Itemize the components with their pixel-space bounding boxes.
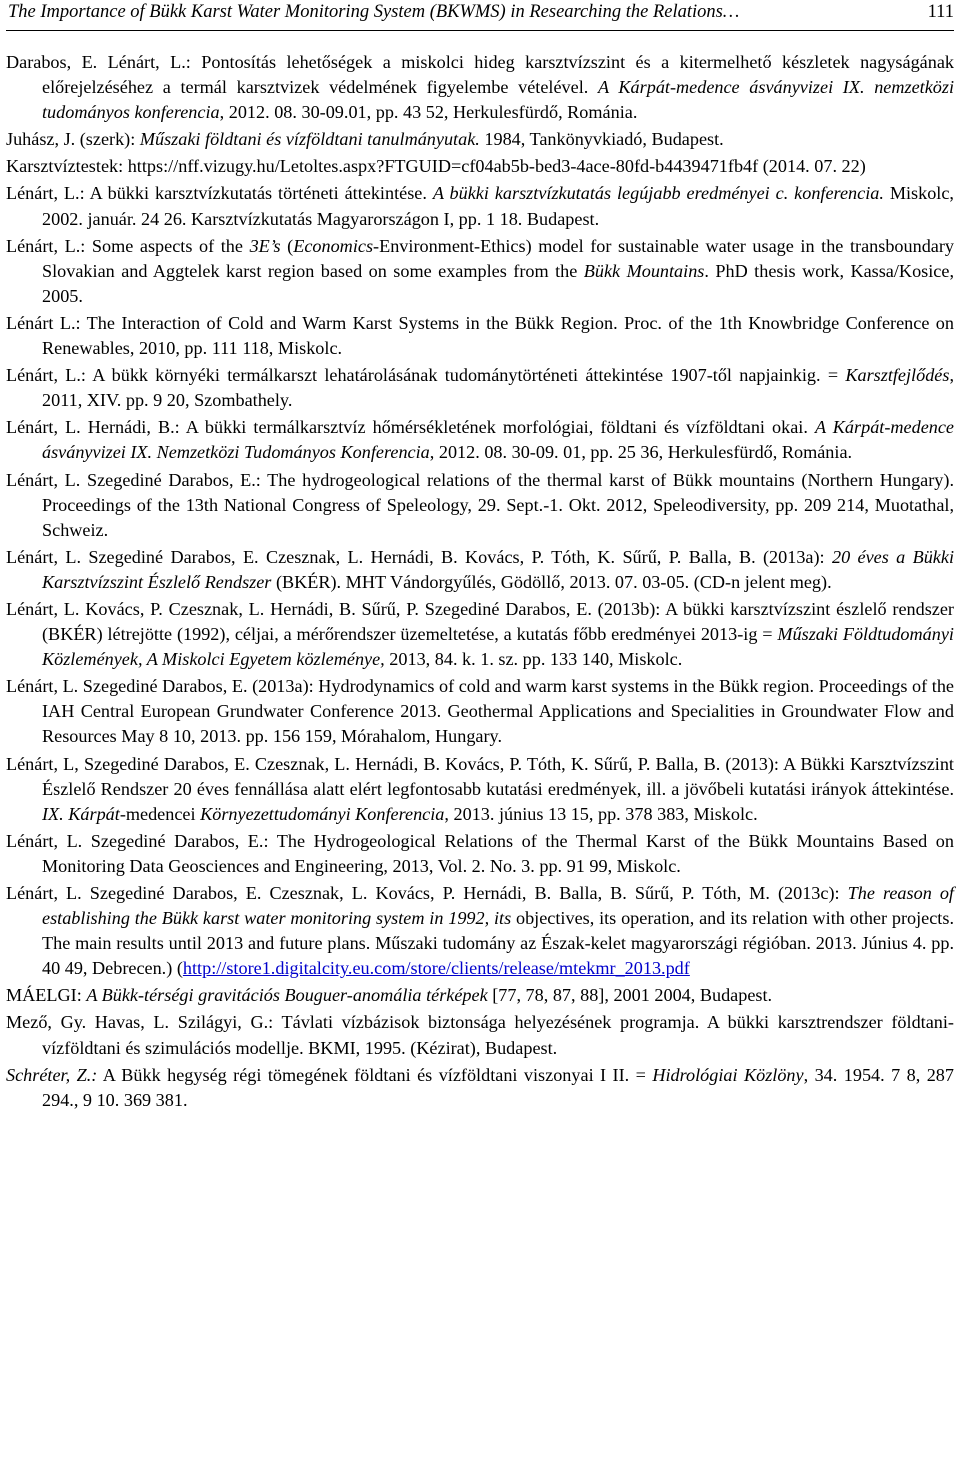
reference-italic-text: A Kárpát-medence ásványvizei IX. Nemzetközi Tudományos Konferencia xyxy=(42,417,955,463)
reference-text: , 34. 1954. 7 8, 287 294., 9 10. 369 381. xyxy=(42,1064,954,1110)
reference-text: Lénárt, L.: A bükk környéki termálkarszt lehatárolásának tudománytörténeti áttekintése 1907-től napjainkig. = xyxy=(6,365,846,386)
reference-text: , 2012. 08. 30-09. 01, pp. 25 36, Herkulesfürdő, Románia. xyxy=(429,442,853,463)
reference-italic-text: A Kárpát-medence ásványvizei IX. nemzetközi tudományos konferencia xyxy=(42,77,954,123)
reference-italic-text: Műszaki Földtudományi Közlemények, A Miskolci Egyetem közleménye, xyxy=(42,624,954,670)
reference-link[interactable]: http://store1.digitalcity.eu.com/store/clients/release/mtekmr_2013.pdf xyxy=(182,958,690,979)
reference-italic-text: 3E’s xyxy=(249,235,281,256)
reference-entry xyxy=(6,127,954,152)
reference-italic-text: A Bükk-térségi gravitációs Bouguer-anomália térképek xyxy=(86,985,488,1006)
reference-entry xyxy=(6,545,954,595)
reference-text: A Bükk hegység régi tömegének földtani és vízföldtani viszonyai I II. = xyxy=(97,1064,653,1085)
reference-entry xyxy=(6,50,954,125)
reference-text: Lénárt, L, Szegediné Darabos, E. Czesznak, L. Hernádi, B. Kovács, P. Tóth, K. Sűrű, P. Balla, B. (2013): A Bükki Karsztvízszint Észlelő Rendszer 20 éves fennállása alatt elért legfontosabb kutatási eredmények, ill. a jövőbeli kutatási irányok áttekintése. xyxy=(6,753,954,799)
reference-italic-text: IX. Kárpát xyxy=(42,803,120,824)
reference-italic-text: 20 éves a Bükki Karsztvízszint Észlelő Rendszer xyxy=(42,546,954,592)
reference-text: . PhD thesis work, Kassa/Kosice, 2005. xyxy=(42,260,954,306)
reference-text: Lénárt, L. Szegediné Darabos, E. (2013a): Hydrodynamics of cold and warm karst systems in the Bükk region. Proceedings of the IAH Central European Grundwater Conference 2013. Geothermal Applications and Specialities in Groundwater Flow and Resources May 8 10, 2013. pp. 156 159, Mórahalom, Hungary. xyxy=(6,676,954,747)
reference-text: Lénárt, L.: A bükki karsztvízkutatás történeti áttekintése. xyxy=(6,183,433,204)
reference-italic-text: A bükki karsztvízkutatás legújabb eredményei c. konferencia. xyxy=(432,183,884,204)
reference-text: Lénárt, L. Szegediné Darabos, E.: The Hydrogeological Relations of the Thermal Karst of the Bükk Mountains Based on Monitoring Data Geosciences and Engineering, 2013, Vol. 2. No. 3. pp. 91 99, Miskolc. xyxy=(6,830,954,876)
reference-italic-text: Schréter, Z.: xyxy=(6,1064,98,1085)
reference-text: objectives, its operation, and its relation with other projects. The main results until 2013 and future plans. Műszaki tudomány az Észak-kelet magyarországi régióban. 2013. Június 4. pp. 40 49, Debrecen.) ( xyxy=(42,908,954,979)
reference-entry xyxy=(6,597,954,672)
reference-italic-text: The reason of establishing the Bükk karst water monitoring system in 1992, its xyxy=(42,883,954,929)
reference-entry xyxy=(6,468,954,543)
reference-entry xyxy=(6,363,954,413)
reference-italic-text: Környezettudományi Konferencia xyxy=(200,803,445,824)
reference-text: Lénárt L.: The Interaction of Cold and Warm Karst Systems in the Bükk Region. Proc. of the 1th Knowbridge Conference on Renewables, 2010, pp. 111 118, Miskolc. xyxy=(6,312,954,359)
reference-text: , 2013. június 13 15, pp. 378 383, Miskolc. xyxy=(444,803,758,824)
reference-text: (BKÉR). MHT Vándorgyűlés, Gödöllő, 2013. 07. 03-05. (CD-n jelent meg). xyxy=(271,571,832,592)
reference-italic-text: Műszaki földtani és vízföldtani tanulmányutak. xyxy=(139,129,480,150)
reference-entry xyxy=(6,1010,954,1060)
reference-text: [77, 78, 87, 88], 2001 2004, Budapest. xyxy=(487,985,773,1006)
reference-text: Juhász, J. (szerk): xyxy=(6,129,140,150)
reference-text: Lénárt, L.: Some aspects of the xyxy=(6,235,250,256)
reference-entry xyxy=(6,1063,954,1113)
reference-entry xyxy=(6,311,954,361)
reference-text: Lénárt, L. Szegediné Darabos, E. Czesznak, L. Hernádi, B. Kovács, P. Tóth, K. Sűrű, P. Balla, B. (2013a): xyxy=(6,546,832,567)
reference-text: Karsztvíztestek: https://nff.vizugy.hu/Letoltes.aspx?FTGUID=cf04ab5b-bed3-4ace-80fd-b4439471fb4f (2014. 07. 22) xyxy=(6,156,866,177)
reference-text: MÁELGI: xyxy=(6,985,87,1006)
reference-text: Lénárt, L. Szegediné Darabos, E.: The hydrogeological relations of the thermal karst of Bükk mountains (Northern Hungary). Proceedings of the 13th National Congress of Speleology, 29. Sept.-1. Okt. 2012, Speleodiversity, pp. 209 214, Muotathal, Schweiz. xyxy=(6,469,954,540)
page-number: 111 xyxy=(927,2,954,22)
reference-entry xyxy=(6,154,954,179)
reference-italic-text: Karsztfejlődés xyxy=(845,365,950,386)
reference-entry xyxy=(6,234,954,309)
reference-entry xyxy=(6,415,954,465)
reference-entry xyxy=(6,881,954,981)
reference-text: Lénárt, L. Hernádi, B.: A bükki termálkarsztvíz hőmérsékletének morfológiai, földtani és vízföldtani okai. xyxy=(6,417,815,438)
reference-text: Lénárt, L. Kovács, P. Czesznak, L. Hernádi, B. Sűrű, P. Szegediné Darabos, E. (2013b): A bükki karsztvízszint észlelő rendszer (BKÉR) létrejötte (1992), céljai, a mérőrendszer üzemeltetése, a kutatás főbb eredményei 2013-ig = xyxy=(6,598,954,645)
reference-entry xyxy=(6,674,954,749)
running-header xyxy=(6,0,954,31)
reference-entry xyxy=(6,181,954,231)
reference-italic-text: Economics xyxy=(293,235,374,256)
reference-text: -medencei xyxy=(119,803,201,824)
reference-text: -Environment-Ethics) model for sustainable water usage in the transboundary Slovakian and Aggtelek karst region based on some examples from the xyxy=(42,235,955,281)
reference-italic-text: Hidrológiai Közlöny xyxy=(652,1064,804,1085)
reference-text: , 2011, XIV. pp. 9 20, Szombathely. xyxy=(42,365,954,411)
reference-text: Miskolc, 2002. január. 24 26. Karsztvízkutatás Magyarországon I, pp. 1 18. Budapest. xyxy=(42,183,954,229)
reference-text: 2013, 84. k. 1. sz. pp. 133 140, Miskolc. xyxy=(384,649,683,670)
header-title: The Importance of Bükk Karst Water Monitoring System (BKWMS) in Researching the Relations… xyxy=(8,2,740,22)
reference-text: Darabos, E. Lénárt, L.: Pontosítás lehetőségek a miskolci hideg karsztvízszint és a kitermelhető készletek nagyságának előrejelzéséhez a termál karsztvizek védelmének figyelembe vételével. xyxy=(6,52,954,98)
reference-text: Mező, Gy. Havas, L. Szilágyi, G.: Távlati vízbázisok biztonsága helyezésének programja. A bükki karsztrendszer földtani-vízföldtani és szimulációs modellje. BKMI, 1995. (Kézirat), Budapest. xyxy=(6,1012,954,1058)
reference-text: Lénárt, L. Szegediné Darabos, E. Czesznak, L. Kovács, P. Hernádi, B. Balla, B. Sűrű, P. Tóth, M. (2013c): xyxy=(6,883,848,903)
reference-list xyxy=(6,50,954,1115)
reference-text: , 2012. 08. 30-09.01, pp. 43 52, Herkulesfürdő, Románia. xyxy=(219,102,638,123)
reference-text: 1984, Tankönyvkiadó, Budapest. xyxy=(479,129,724,150)
reference-entry xyxy=(6,983,954,1008)
reference-text: ( xyxy=(280,235,294,256)
reference-italic-text: Bükk Mountains xyxy=(583,260,705,281)
reference-entry xyxy=(6,752,954,827)
reference-entry xyxy=(6,829,954,879)
